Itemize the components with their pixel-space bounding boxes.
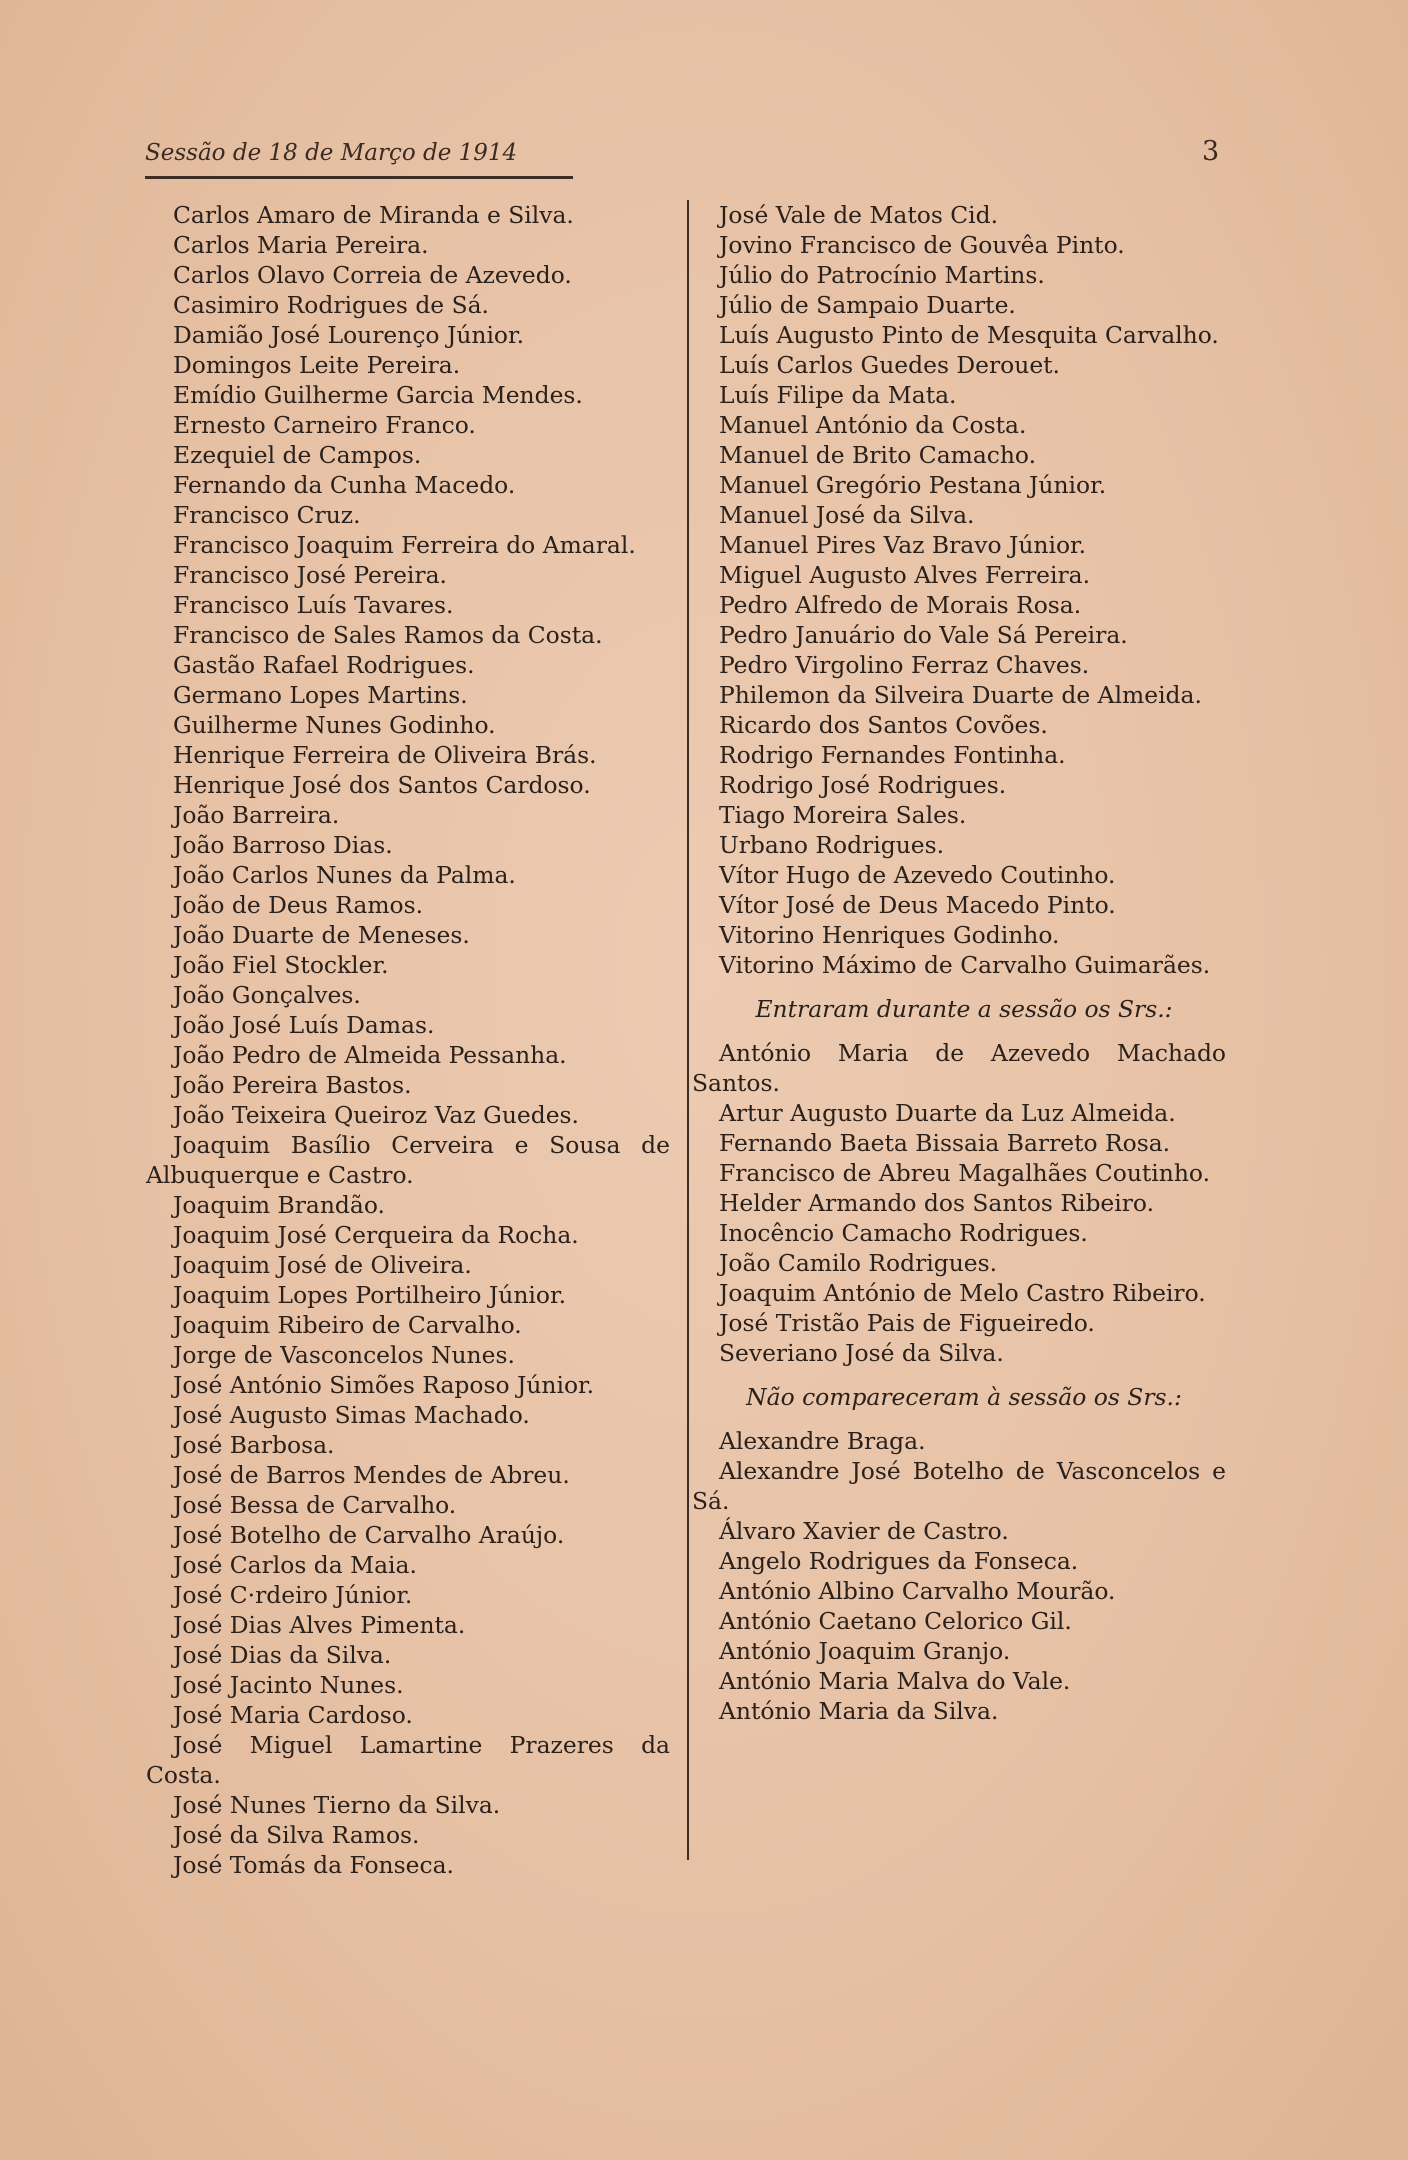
name-entry: José Botelho de Carvalho Araújo. (173, 1521, 565, 1549)
name-entry: Joaquim Lopes Portilheiro Júnior. (173, 1281, 567, 1309)
name-entry: Severiano José da Silva. (719, 1339, 1004, 1367)
name-entry: José de Barros Mendes de Abreu. (173, 1461, 570, 1489)
name-entry: José Tomás da Fonseca. (173, 1851, 454, 1879)
name-entry: João Pereira Bastos. (173, 1071, 412, 1099)
name-entry: Fernando Baeta Bissaia Barreto Rosa. (719, 1129, 1171, 1157)
name-entry: Jorge de Vasconcelos Nunes. (173, 1341, 515, 1369)
name-entry: Fernando da Cunha Macedo. (173, 471, 516, 499)
name-entry: Joaquim Brandão. (173, 1191, 385, 1219)
name-entry: Pedro Alfredo de Morais Rosa. (719, 591, 1082, 619)
name-entry: Alexandre José Botelho de Vasconcelos e Sá. (692, 1457, 1226, 1515)
name-entry: Urbano Rodrigues. (719, 831, 945, 859)
name-entry: João Fiel Stockler. (173, 951, 389, 979)
name-entry: Francisco de Sales Ramos da Costa. (173, 621, 603, 649)
name-entry: Manuel José da Silva. (719, 501, 975, 529)
name-entry: Francisco Joaquim Ferreira do Amaral. (173, 531, 636, 559)
name-entry: João José Luís Damas. (173, 1011, 435, 1039)
name-entry: José Dias Alves Pimenta. (173, 1611, 466, 1639)
name-entry: José Dias da Silva. (173, 1641, 392, 1669)
name-entry: Alexandre Braga. (719, 1427, 926, 1455)
name-entry: Jovino Francisco de Gouvêa Pinto. (719, 231, 1125, 259)
name-entry: Philemon da Silveira Duarte de Almeida. (719, 681, 1202, 709)
name-entry: João Barreira. (173, 801, 340, 829)
name-entry: Pedro Virgolino Ferraz Chaves. (719, 651, 1090, 679)
session-header-title: Sessão de 18 de Março de 1914 (145, 140, 518, 166)
name-entry: João Camilo Rodrigues. (719, 1249, 998, 1277)
name-entry: Ezequiel de Campos. (173, 441, 422, 469)
name-entry: José Bessa de Carvalho. (173, 1491, 457, 1519)
name-entry: João Carlos Nunes da Palma. (173, 861, 516, 889)
name-entry: João de Deus Ramos. (173, 891, 424, 919)
name-entry: Luís Carlos Guedes Derouet. (719, 351, 1060, 379)
name-entry: Vítor Hugo de Azevedo Coutinho. (719, 861, 1116, 889)
name-entry: Manuel de Brito Camacho. (719, 441, 1037, 469)
name-entry: Júlio de Sampaio Duarte. (719, 291, 1016, 319)
entered-section-heading: Entraram durante a sessão os Srs.: (755, 995, 1173, 1023)
name-entry: Álvaro Xavier de Castro. (719, 1517, 1009, 1545)
name-entry: Vitorino Máximo de Carvalho Guimarães. (719, 951, 1211, 979)
name-entry: Francisco de Abreu Magalhães Coutinho. (719, 1159, 1211, 1187)
name-entry: João Gonçalves. (173, 981, 361, 1009)
name-entry: José Barbosa. (173, 1431, 335, 1459)
left-column-names (146, 200, 670, 1880)
name-entry: Francisco Luís Tavares. (173, 591, 454, 619)
name-entry: Joaquim Ribeiro de Carvalho. (173, 1311, 522, 1339)
name-entry: Germano Lopes Martins. (173, 681, 468, 709)
name-entry: José Nunes Tierno da Silva. (173, 1791, 501, 1819)
name-entry: José Carlos da Maia. (173, 1551, 417, 1579)
name-entry: Henrique José dos Santos Cardoso. (173, 771, 591, 799)
name-entry: Manuel Gregório Pestana Júnior. (719, 471, 1107, 499)
name-entry: António Maria da Silva. (719, 1697, 999, 1725)
name-entry: Manuel António da Costa. (719, 411, 1027, 439)
name-entry: Henrique Ferreira de Oliveira Brás. (173, 741, 597, 769)
name-entry: Domingos Leite Pereira. (173, 351, 461, 379)
name-entry: Miguel Augusto Alves Ferreira. (719, 561, 1091, 589)
name-entry: Pedro Januário do Vale Sá Pereira. (719, 621, 1128, 649)
right-column (692, 200, 1226, 1726)
name-entry: José Jacinto Nunes. (173, 1671, 404, 1699)
name-entry: Carlos Olavo Correia de Azevedo. (173, 261, 572, 289)
name-entry: José Miguel Lamartine Prazeres da Costa. (146, 1731, 670, 1789)
absent-section-heading: Não compareceram à sessão os Srs.: (746, 1383, 1182, 1411)
name-entry: João Pedro de Almeida Pessanha. (173, 1041, 567, 1069)
name-entry: António Maria Malva do Vale. (719, 1667, 1071, 1695)
name-entry: José C·rdeiro Júnior. (173, 1581, 413, 1609)
name-entry: Carlos Amaro de Miranda e Silva. (173, 201, 574, 229)
name-entry: Casimiro Rodrigues de Sá. (173, 291, 489, 319)
name-entry: Joaquim José de Oliveira. (173, 1251, 472, 1279)
name-entry: António Caetano Celorico Gil. (719, 1607, 1072, 1635)
name-entry: Emídio Guilherme Garcia Mendes. (173, 381, 583, 409)
entered-names (692, 1038, 1226, 1368)
name-entry: Tiago Moreira Sales. (719, 801, 967, 829)
name-entry: António Albino Carvalho Mourão. (719, 1577, 1116, 1605)
page-number: 3 (1202, 136, 1220, 167)
name-entry: Rodrigo Fernandes Fontinha. (719, 741, 1066, 769)
name-entry: Helder Armando dos Santos Ribeiro. (719, 1189, 1155, 1217)
name-entry: Rodrigo José Rodrigues. (719, 771, 1007, 799)
name-entry: José Vale de Matos Cid. (719, 201, 999, 229)
name-entry: Júlio do Patrocínio Martins. (719, 261, 1045, 289)
name-entry: Joaquim José Cerqueira da Rocha. (173, 1221, 579, 1249)
name-entry: Guilherme Nunes Godinho. (173, 711, 496, 739)
name-entry: Joaquim Basílio Cerveira e Sousa de Albuquerque e Castro. (146, 1131, 670, 1189)
name-entry: João Teixeira Queiroz Vaz Guedes. (173, 1101, 579, 1129)
name-entry: João Barroso Dias. (173, 831, 393, 859)
name-entry: Inocêncio Camacho Rodrigues. (719, 1219, 1088, 1247)
present-names-continued (692, 200, 1226, 980)
name-entry: Angelo Rodrigues da Fonseca. (719, 1547, 1079, 1575)
header-rule (145, 176, 573, 179)
name-entry: José da Silva Ramos. (173, 1821, 420, 1849)
name-entry: Francisco Cruz. (173, 501, 361, 529)
absent-names (692, 1426, 1226, 1726)
name-entry: Manuel Pires Vaz Bravo Júnior. (719, 531, 1087, 559)
name-entry: Luís Augusto Pinto de Mesquita Carvalho. (719, 321, 1219, 349)
name-entry: José Augusto Simas Machado. (173, 1401, 530, 1429)
name-entry: Artur Augusto Duarte da Luz Almeida. (719, 1099, 1176, 1127)
name-entry: Luís Filipe da Mata. (719, 381, 957, 409)
name-entry: Carlos Maria Pereira. (173, 231, 429, 259)
name-entry: Vítor José de Deus Macedo Pinto. (719, 891, 1116, 919)
name-entry: José António Simões Raposo Júnior. (173, 1371, 595, 1399)
name-entry: Ernesto Carneiro Franco. (173, 411, 476, 439)
name-entry: Joaquim António de Melo Castro Ribeiro. (719, 1279, 1206, 1307)
name-entry: Francisco José Pereira. (173, 561, 447, 589)
name-entry: António Maria de Azevedo Machado Santos. (692, 1039, 1226, 1097)
name-entry: José Maria Cardoso. (173, 1701, 413, 1729)
name-entry: João Duarte de Meneses. (173, 921, 470, 949)
name-entry: Ricardo dos Santos Covões. (719, 711, 1048, 739)
column-divider (687, 200, 689, 1860)
name-entry: António Joaquim Granjo. (719, 1637, 1011, 1665)
name-entry: Vitorino Henriques Godinho. (719, 921, 1060, 949)
name-entry: José Tristão Pais de Figueiredo. (719, 1309, 1095, 1337)
name-entry: Gastão Rafael Rodrigues. (173, 651, 475, 679)
name-entry: Damião José Lourenço Júnior. (173, 321, 525, 349)
